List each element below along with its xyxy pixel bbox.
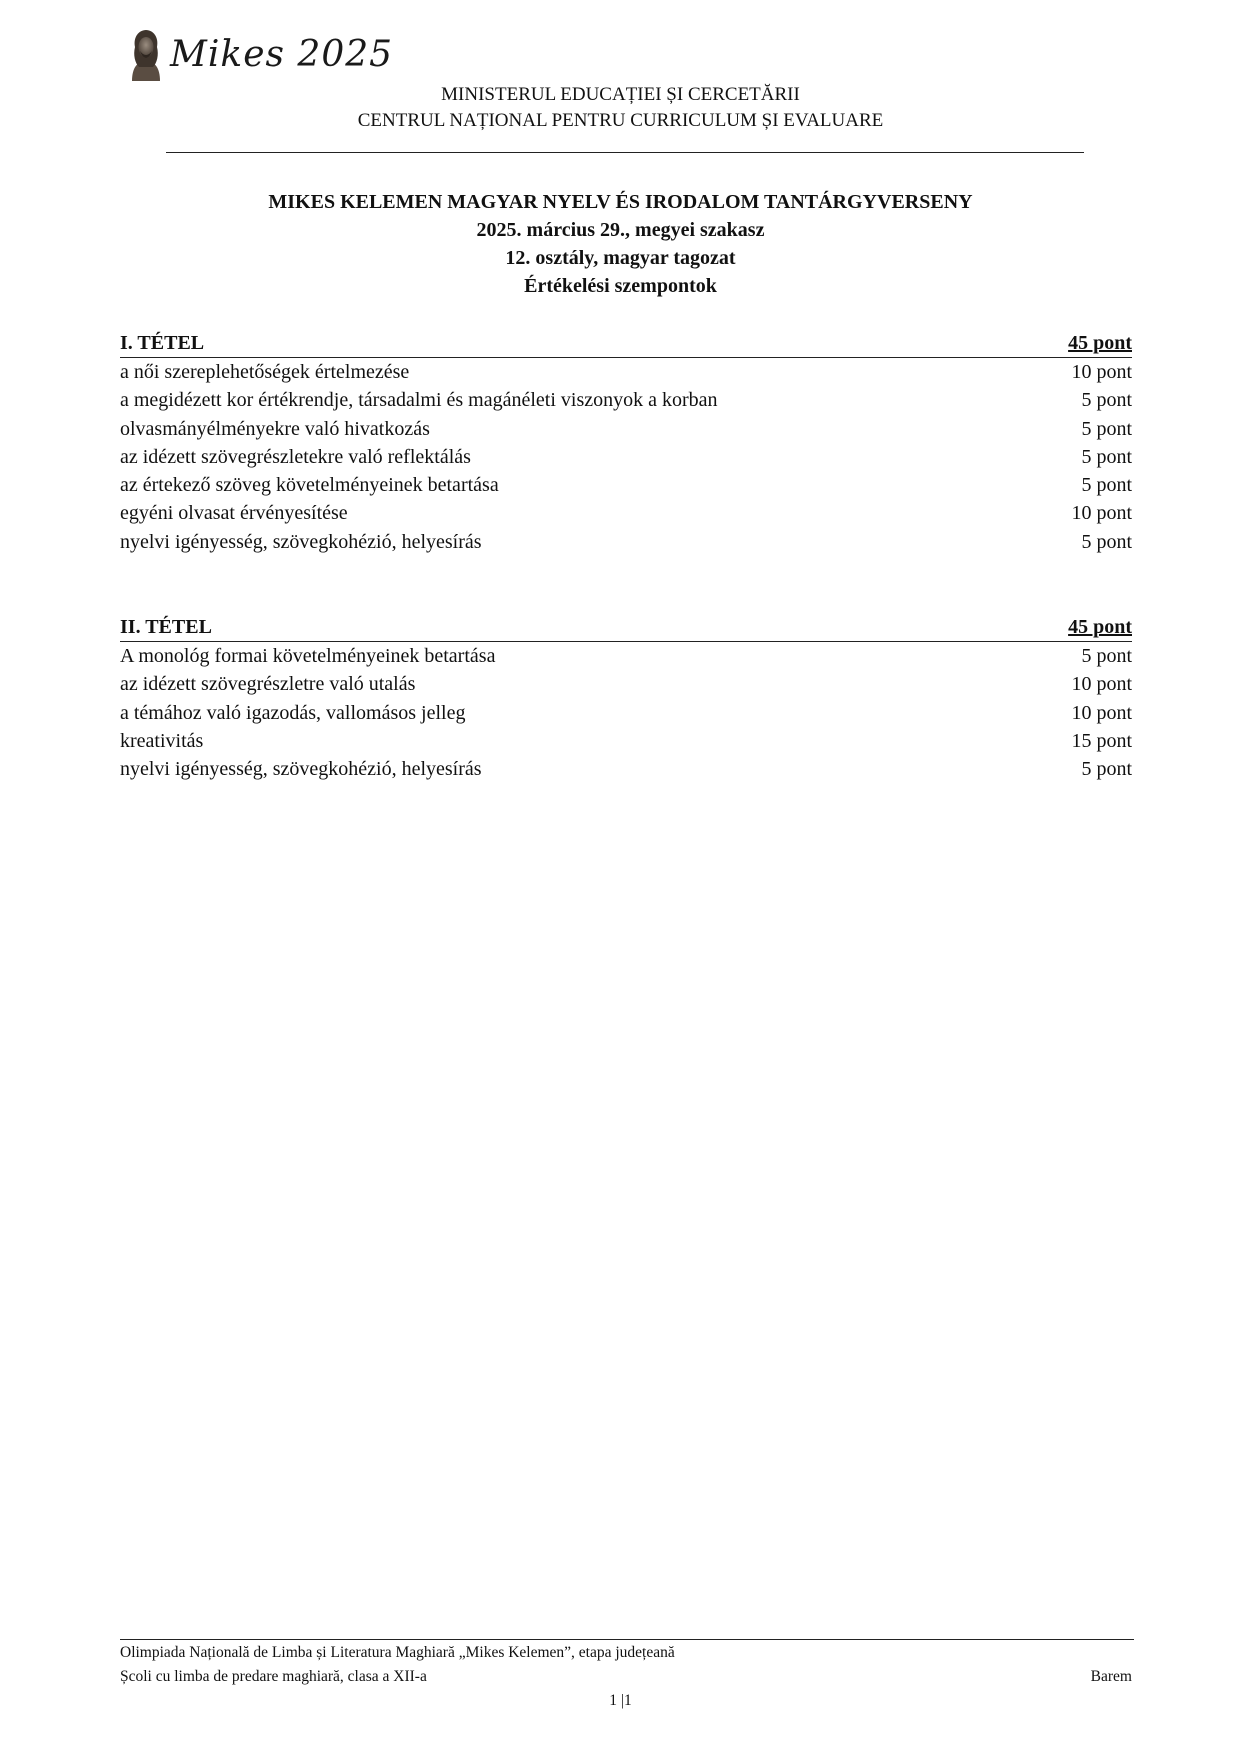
section-heading: [120, 613, 1132, 642]
criterion-row: [120, 471, 1132, 499]
footer-doc-type: Barem: [1090, 1668, 1132, 1685]
criterion-points: 5 pont: [1081, 417, 1132, 440]
footer-olympiad-text: Olimpiada Națională de Limba și Literatura Maghiară „Mikes Kelemen”, etapa județeană: [120, 1644, 675, 1661]
criterion-points: 5 pont: [1081, 758, 1132, 781]
criterion-row: [120, 415, 1132, 443]
section-total: 45 pont: [1068, 616, 1132, 638]
center-name: CENTRUL NAȚIONAL PENTRU CURRICULUM ȘI EVALUARE: [357, 110, 884, 131]
footer-school: [120, 1666, 1132, 1688]
criterion-points: 10 pont: [1071, 361, 1132, 383]
criterion-text: A monológ formai követelményeinek betartása: [120, 645, 496, 667]
criterion-points: 5 pont: [1081, 474, 1132, 497]
criterion-text: a megidézett kor értékrendje, társadalmi és magánéleti viszonyok a korban: [120, 389, 718, 412]
criterion-row: [120, 386, 1132, 414]
criterion-points: 15 pont: [1071, 729, 1132, 752]
criterion-row: [120, 528, 1132, 556]
footer-olympiad: [120, 1642, 1132, 1664]
criterion-text: olvasmányélményekre való hivatkozás: [120, 417, 430, 440]
criterion-points: 5 pont: [1081, 530, 1132, 553]
criterion-points: 5 pont: [1081, 445, 1132, 468]
document-title: MIKES KELEMEN MAGYAR NYELV ÉS IRODALOM TANTÁRGYVERSENY: [268, 191, 973, 213]
criterion-text: az értekező szöveg követelményeinek betartása: [120, 474, 499, 497]
criterion-text: nyelvi igényesség, szövegkohézió, helyesírás: [120, 758, 482, 781]
logo-text: Mikes 2025: [170, 34, 394, 75]
criterion-points: 10 pont: [1071, 502, 1132, 525]
footer-divider: [120, 1639, 1134, 1640]
criterion-text: kreativitás: [120, 729, 204, 752]
criterion-row: [120, 727, 1132, 755]
section-heading: [120, 329, 1132, 358]
criterion-row: [120, 642, 1132, 670]
header-divider: [166, 152, 1084, 153]
footer-school-text: Școli cu limba de predare maghiară, clasa a XII-a: [120, 1668, 427, 1685]
section-2: [120, 613, 1132, 783]
document-date: 2025. március 29., megyei szakasz: [476, 219, 765, 241]
portrait-icon: [126, 27, 166, 83]
criterion-points: 5 pont: [1081, 389, 1132, 412]
criterion-text: nyelvi igényesség, szövegkohézió, helyesírás: [120, 530, 482, 553]
criterion-text: a női szereplehetőségek értelmezése: [120, 361, 410, 383]
criterion-row: [120, 499, 1132, 527]
logo: [126, 26, 393, 84]
ministry-name: MINISTERUL EDUCAȚIEI ȘI CERCETĂRII: [441, 84, 800, 105]
criterion-text: az idézett szövegrészletekre való reflektálás: [120, 445, 471, 468]
criterion-text: az idézett szövegrészletre való utalás: [120, 673, 416, 696]
criterion-text: egyéni olvasat érvényesítése: [120, 502, 348, 525]
criterion-points: 10 pont: [1071, 701, 1132, 724]
section-title: II. TÉTEL: [120, 616, 212, 638]
criterion-points: 5 pont: [1081, 645, 1132, 667]
criterion-text: a témához való igazodás, vallomásos jelleg: [120, 701, 466, 724]
criterion-row: [120, 699, 1132, 727]
document-class: 12. osztály, magyar tagozat: [505, 247, 736, 269]
criterion-row: [120, 670, 1132, 698]
criterion-row: [120, 443, 1132, 471]
section-total: 45 pont: [1068, 332, 1132, 354]
criterion-row: [120, 358, 1132, 386]
criterion-row: [120, 755, 1132, 783]
page-number: 1 |1: [609, 1692, 632, 1709]
document-subtitle: Értékelési szempontok: [524, 275, 717, 297]
section-title: I. TÉTEL: [120, 332, 205, 354]
section-1: [120, 329, 1132, 556]
criterion-points: 10 pont: [1071, 673, 1132, 696]
